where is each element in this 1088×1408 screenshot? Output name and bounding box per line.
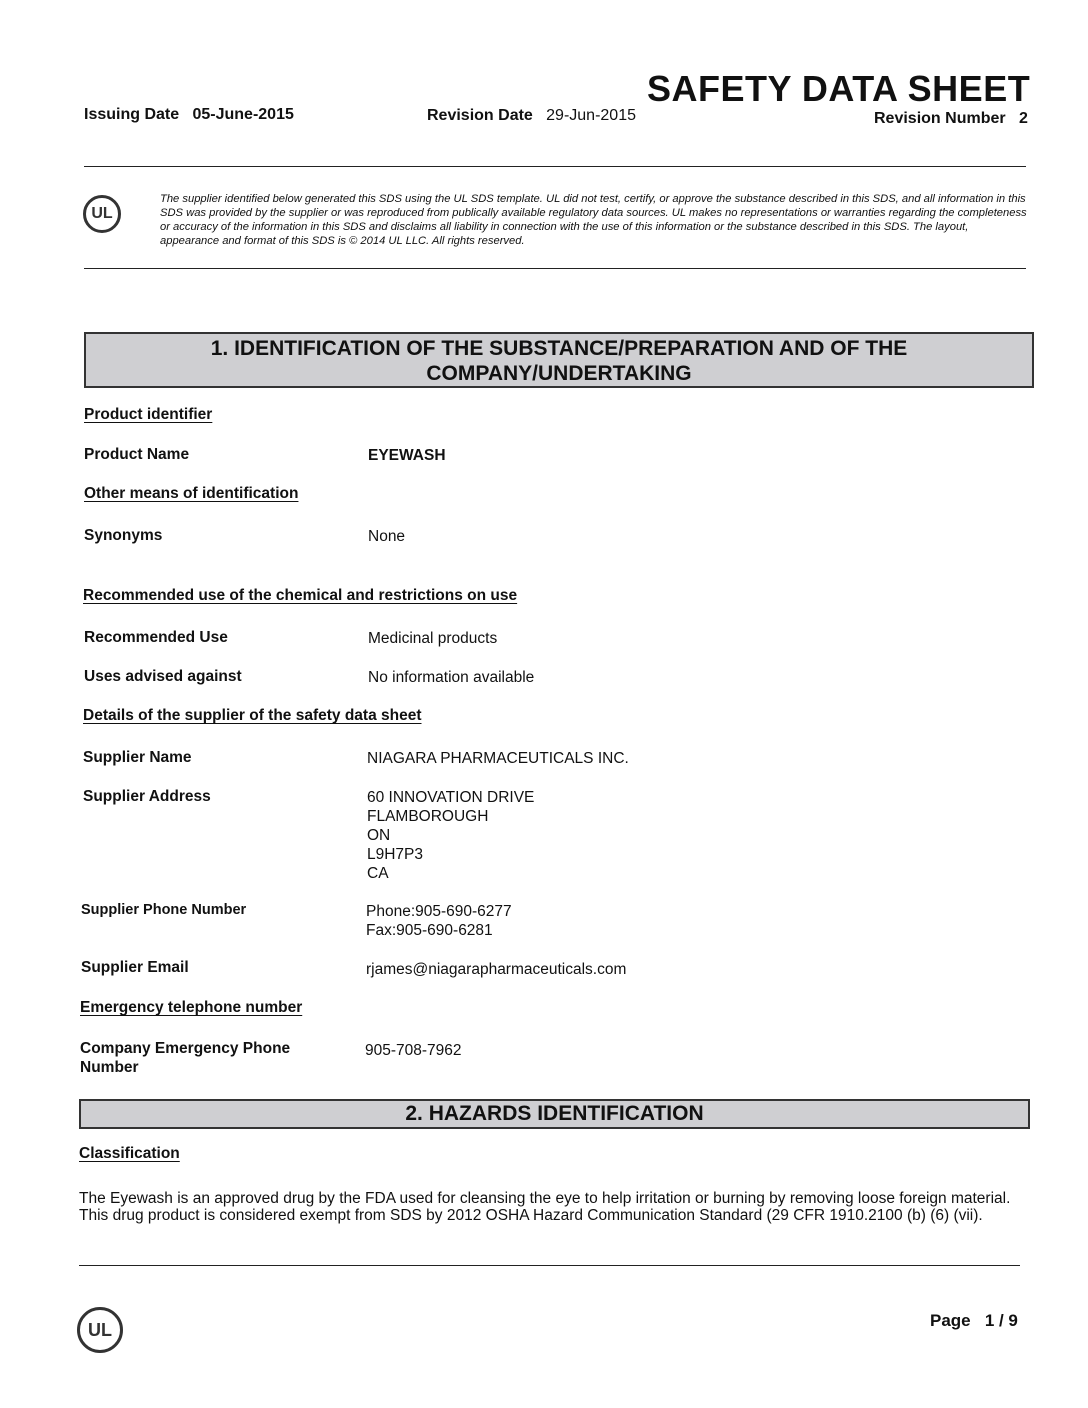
classification-text: The Eyewash is an approved drug by the FDA used for cleansing the eye to help irritation or burning by removing loose foreign material. This drug product is considered exempt from SDS by 2012 OSHA Hazard Communication Standard (29 CFR 1910.2100 (b) (6) (vii).	[79, 1190, 1011, 1224]
recommended-use-value: Medicinal products	[368, 630, 498, 647]
address-line: L9H7P3	[367, 846, 424, 863]
recommended-use-label: Recommended Use	[84, 629, 228, 646]
supplier-address-value	[367, 788, 534, 883]
ul-logo-icon: UL	[77, 1307, 123, 1353]
product-name-value: EYEWASH	[368, 447, 446, 464]
other-means-heading: Other means of identification	[84, 485, 299, 502]
revision-date-label: Revision Date	[427, 107, 533, 124]
issuing-date-value: 05-June-2015	[192, 106, 294, 123]
section-2-header: 2. HAZARDS IDENTIFICATION	[79, 1099, 1030, 1129]
page-value: 1 / 9	[984, 1311, 1018, 1330]
section-1-title-line1: 1. IDENTIFICATION OF THE SUBSTANCE/PREPARATION AND OF THE	[210, 337, 908, 360]
disclaimer-divider	[84, 268, 1026, 269]
emergency-phone-value: 905-708-7962	[365, 1042, 462, 1059]
fax-number: Fax:905-690-6281	[366, 922, 493, 939]
emergency-label-line1: Company Emergency Phone	[80, 1040, 291, 1057]
uses-against-label: Uses advised against	[84, 668, 242, 685]
revision-number	[874, 110, 1028, 128]
revision-date	[427, 107, 636, 125]
supplier-name-label: Supplier Name	[83, 749, 192, 766]
product-name-label: Product Name	[84, 446, 190, 463]
page-label: Page	[930, 1311, 971, 1330]
section-1-title-line2: COMPANY/UNDERTAKING	[426, 362, 692, 385]
uses-against-value: No information available	[368, 669, 535, 686]
revision-date-value: 29-Jun-2015	[546, 107, 636, 124]
supplier-address-label: Supplier Address	[83, 788, 211, 805]
address-line: CA	[367, 865, 389, 882]
supplier-email-value: rjames@niagarapharmaceuticals.com	[366, 961, 627, 978]
issuing-date-label: Issuing Date	[84, 106, 180, 123]
address-line: FLAMBOROUGH	[367, 808, 489, 825]
footer-divider	[79, 1265, 1020, 1266]
revision-number-value: 2	[1018, 110, 1028, 127]
recommended-use-heading: Recommended use of the chemical and restrictions on use	[83, 587, 518, 604]
section-1-header	[84, 332, 1034, 388]
synonyms-value: None	[368, 528, 406, 545]
classification-heading: Classification	[79, 1145, 180, 1162]
header-divider	[84, 166, 1026, 167]
supplier-details-heading: Details of the supplier of the safety data sheet	[83, 707, 422, 724]
product-identifier-heading: Product identifier	[84, 406, 213, 423]
address-line: ON	[367, 827, 391, 844]
emergency-label-line2: Number	[80, 1059, 139, 1076]
document-title: SAFETY DATA SHEET	[647, 68, 1031, 109]
supplier-name-value: NIAGARA PHARMACEUTICALS INC.	[367, 750, 629, 767]
phone-number: Phone:905-690-6277	[366, 903, 512, 920]
supplier-phone-value	[366, 902, 512, 940]
ul-disclaimer: The supplier identified below generated this SDS using the UL SDS template. UL did not test, certify, or approve the substance described in this SDS, and all information in this SDS was provided by the supplier or was reproduced from publically available regulatory data sources. UL makes no representations or warranties regarding the completeness or accuracy of the information in this SDS and disclaims all liability in connection with the use of this information or the substance described in this SDS. The layout, appearance and format of this SDS is © 2014 UL LLC. All rights reserved.	[160, 193, 1027, 247]
revision-number-label: Revision Number	[874, 110, 1006, 127]
issuing-date	[84, 106, 294, 124]
address-line: 60 INNOVATION DRIVE	[367, 789, 535, 806]
emergency-phone-label	[80, 1039, 290, 1077]
page-indicator	[930, 1311, 1018, 1331]
synonyms-label: Synonyms	[84, 527, 163, 544]
supplier-email-label: Supplier Email	[81, 959, 189, 976]
emergency-heading: Emergency telephone number	[80, 999, 303, 1016]
ul-logo-icon: UL	[83, 195, 121, 233]
supplier-phone-label: Supplier Phone Number	[81, 902, 247, 918]
